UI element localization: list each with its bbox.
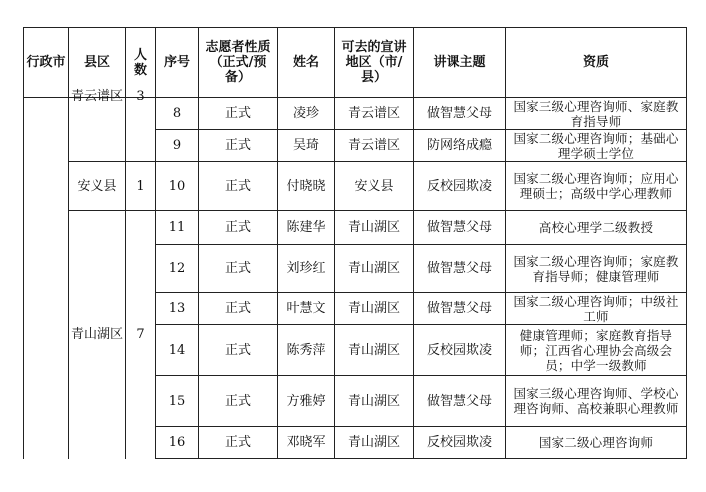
qualification-cell: 国家二级心理咨询师；应用心理硕士；高级中学心理教师 xyxy=(506,162,687,211)
topic-cell: 反校园欺凌 xyxy=(414,427,506,459)
city-cell xyxy=(24,98,69,459)
nature-cell: 正式 xyxy=(199,376,278,427)
volunteer-table-container xyxy=(23,27,686,460)
area-cell: 青云谱区 xyxy=(335,98,414,130)
name-cell: 方雅婷 xyxy=(278,376,335,427)
nature-cell: 正式 xyxy=(199,427,278,459)
seq-cell: 10 xyxy=(156,162,199,211)
area-cell: 青山湖区 xyxy=(335,376,414,427)
count-cell: 1 xyxy=(126,162,156,211)
qualification-cell: 国家二级心理咨询师；基础心理学硕士学位 xyxy=(506,130,687,162)
count-cell xyxy=(126,89,156,162)
seq-cell: 14 xyxy=(156,325,199,376)
count-cell: 7 xyxy=(126,211,156,459)
district-cell: 安义县 xyxy=(69,162,126,211)
district-count: 3 xyxy=(136,89,145,104)
name-cell: 叶慧文 xyxy=(278,293,335,325)
seq-cell: 12 xyxy=(156,245,199,293)
area-cell: 青山湖区 xyxy=(335,245,414,293)
district-name: 青云谱区 xyxy=(71,89,124,104)
header-count: 人数 xyxy=(126,28,156,98)
header-city: 行政市 xyxy=(24,28,69,98)
nature-cell: 正式 xyxy=(199,325,278,376)
seq-cell: 11 xyxy=(156,211,199,245)
name-cell: 陈秀萍 xyxy=(278,325,335,376)
topic-cell: 做智慧父母 xyxy=(414,293,506,325)
qualification-cell: 国家三级心理咨询师、学校心理咨询师、高校兼职心理教师 xyxy=(506,376,687,427)
header-nature: 志愿者性质（正式/预备） xyxy=(199,28,278,98)
area-cell: 青山湖区 xyxy=(335,427,414,459)
topic-cell: 做智慧父母 xyxy=(414,211,506,245)
header-district: 县区 xyxy=(69,28,126,98)
header-area: 可去的宣讲地区（市/县） xyxy=(335,28,414,98)
header-seq: 序号 xyxy=(156,28,199,98)
nature-cell: 正式 xyxy=(199,211,278,245)
area-cell: 青山湖区 xyxy=(335,325,414,376)
table-row xyxy=(24,98,687,130)
qualification-cell: 健康管理师；家庭教育指导师；江西省心理协会高级会员；中学一级教师 xyxy=(506,325,687,376)
seq-cell: 8 xyxy=(156,98,199,130)
qualification-cell: 国家二级心理咨询师；中级社工师 xyxy=(506,293,687,325)
seq-cell: 15 xyxy=(156,376,199,427)
header-name: 姓名 xyxy=(278,28,335,98)
nature-cell: 正式 xyxy=(199,130,278,162)
name-cell: 凌珍 xyxy=(278,98,335,130)
area-cell: 安义县 xyxy=(335,162,414,211)
nature-cell: 正式 xyxy=(199,162,278,211)
area-cell: 青山湖区 xyxy=(335,293,414,325)
header-row xyxy=(24,28,687,98)
topic-cell: 做智慧父母 xyxy=(414,98,506,130)
seq-cell: 16 xyxy=(156,427,199,459)
header-qualification: 资质 xyxy=(506,28,687,98)
qualification-cell: 国家三级心理咨询师、家庭教育指导师 xyxy=(506,98,687,130)
seq-cell: 13 xyxy=(156,293,199,325)
table-row xyxy=(24,211,687,245)
qualification-cell: 高校心理学二级教授 xyxy=(506,211,687,245)
area-cell: 青山湖区 xyxy=(335,211,414,245)
name-cell: 刘珍红 xyxy=(278,245,335,293)
area-cell: 青云谱区 xyxy=(335,130,414,162)
topic-cell: 反校园欺凌 xyxy=(414,162,506,211)
district-cell: 青山湖区 xyxy=(69,211,126,459)
topic-cell: 反校园欺凌 xyxy=(414,325,506,376)
header-topic: 讲课主题 xyxy=(414,28,506,98)
volunteer-table xyxy=(23,27,687,459)
name-cell: 邓晓军 xyxy=(278,427,335,459)
district-cell xyxy=(69,89,126,162)
topic-cell: 做智慧父母 xyxy=(414,245,506,293)
name-cell: 陈建华 xyxy=(278,211,335,245)
nature-cell: 正式 xyxy=(199,293,278,325)
nature-cell: 正式 xyxy=(199,245,278,293)
table-row xyxy=(24,162,687,211)
qualification-cell: 国家二级心理咨询师；家庭教育指导师；健康管理师 xyxy=(506,245,687,293)
topic-cell: 做智慧父母 xyxy=(414,376,506,427)
seq-cell: 9 xyxy=(156,130,199,162)
name-cell: 吴琦 xyxy=(278,130,335,162)
nature-cell: 正式 xyxy=(199,98,278,130)
topic-cell: 防网络成瘾 xyxy=(414,130,506,162)
qualification-cell: 国家二级心理咨询师 xyxy=(506,427,687,459)
name-cell: 付晓晓 xyxy=(278,162,335,211)
